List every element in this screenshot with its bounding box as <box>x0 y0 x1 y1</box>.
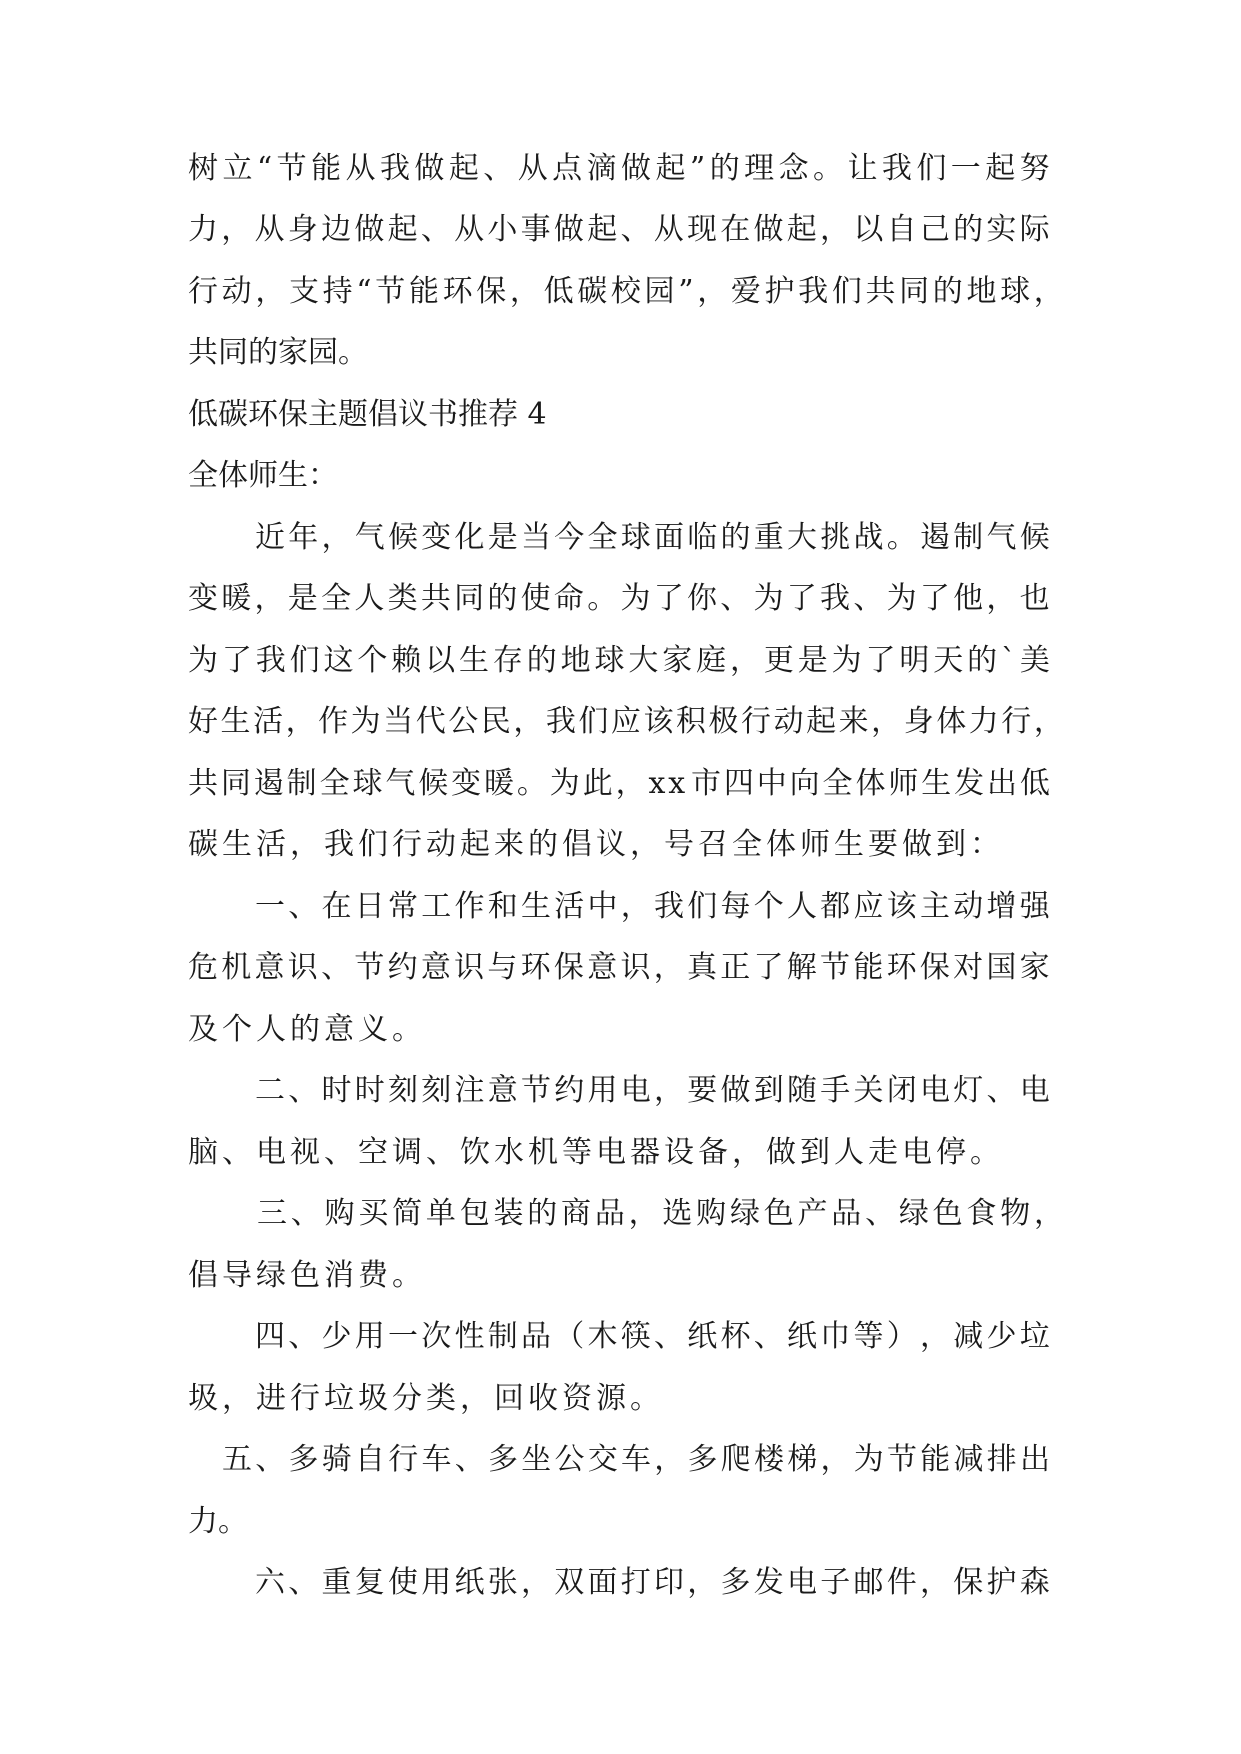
list-item-line: 圾，进行垃圾分类，回收资源。 <box>188 1381 664 1416</box>
text-line: 行 动 ， 支 持 “ 节 能 环 保 ， 低 碳 校 园 ” ， 爱 护 我 们 共 同 的 地 球 ， <box>188 274 1064 309</box>
list-item-line: 力。 <box>188 1504 248 1539</box>
list-item-line: 二 、 时 时 刻 刻 注 意 节 约 用 电 ， 要 做 到 随 手 关 闭 电 灯 、 电 <box>255 1073 1050 1108</box>
paragraph-line: 为 了 我 们 这 个 赖 以 生 存 的 地 球 大 家 庭 ， 更 是 为 了 明 天 的 ` 美 <box>188 643 1050 678</box>
paragraph-line: 变 暖 ， 是 全 人 类 共 同 的 使 命 。 为 了 你 、 为 了 我 、 为 了 他 ， 也 <box>188 581 1050 616</box>
text-line: 树 立 “ 节 能 从 我 做 起 、 从 点 滴 做 起 ” 的 理 念 。 让 我 们 一 起 努 <box>188 151 1050 186</box>
section-heading: 低碳环保主题倡议书推荐 4 <box>188 397 547 432</box>
list-item-line: 四 、 少 用 一 次 性 制 品 （ 木 筷 、 纸 杯 、 纸 巾 等 ） ， 减 少 垃 <box>255 1319 1050 1354</box>
list-item-line: 一 、 在 日 常 工 作 和 生 活 中 ， 我 们 每 个 人 都 应 该 主 动 增 强 <box>255 889 1050 924</box>
list-item-line: 脑、电视、空调、饮水机等电器设备，做到人走电停。 <box>188 1135 1004 1170</box>
list-item-line: 六 、 重 复 使 用 纸 张 ， 双 面 打 印 ， 多 发 电 子 邮 件 ， 保 护 森 <box>255 1565 1050 1600</box>
salutation: 全体师生： <box>188 458 338 493</box>
text-line: 共同的家园。 <box>188 335 368 370</box>
paragraph-line: 共 同 遏 制 全 球 气 候 变 暖 。 为 此 ， x x 市 四 中 向 全 体 师 生 发 出 低 <box>188 766 1050 801</box>
text-line: 力 ， 从 身 边 做 起 、 从 小 事 做 起 、 从 现 在 做 起 ， 以 自 己 的 实 际 <box>188 212 1050 247</box>
list-item-line: 五 、 多 骑 自 行 车 、 多 坐 公 交 车 ， 多 爬 楼 梯 ， 为 节 能 减 排 出 <box>222 1442 1050 1477</box>
paragraph-line: 近 年 ， 气 候 变 化 是 当 今 全 球 面 临 的 重 大 挑 战 。 遏 制 气 候 <box>255 520 1050 555</box>
list-item-line: 倡导绿色消费。 <box>188 1258 426 1293</box>
paragraph-line: 碳生活，我们行动起来的倡议，号召全体师生要做到： <box>188 827 1004 862</box>
list-item-line: 危 机 意 识 、 节 约 意 识 与 环 保 意 识 ， 真 正 了 解 节 能 环 保 对 国 家 <box>188 950 1050 985</box>
list-item-line: 三 、 购 买 简 单 包 装 的 商 品 ， 选 购 绿 色 产 品 、 绿 色 食 物 ， <box>257 1196 1064 1231</box>
list-item-line: 及个人的意义。 <box>188 1012 426 1047</box>
paragraph-line: 好 生 活 ， 作 为 当 代 公 民 ， 我 们 应 该 积 极 行 动 起 来 ， 身 体 力 行 ， <box>188 704 1064 739</box>
